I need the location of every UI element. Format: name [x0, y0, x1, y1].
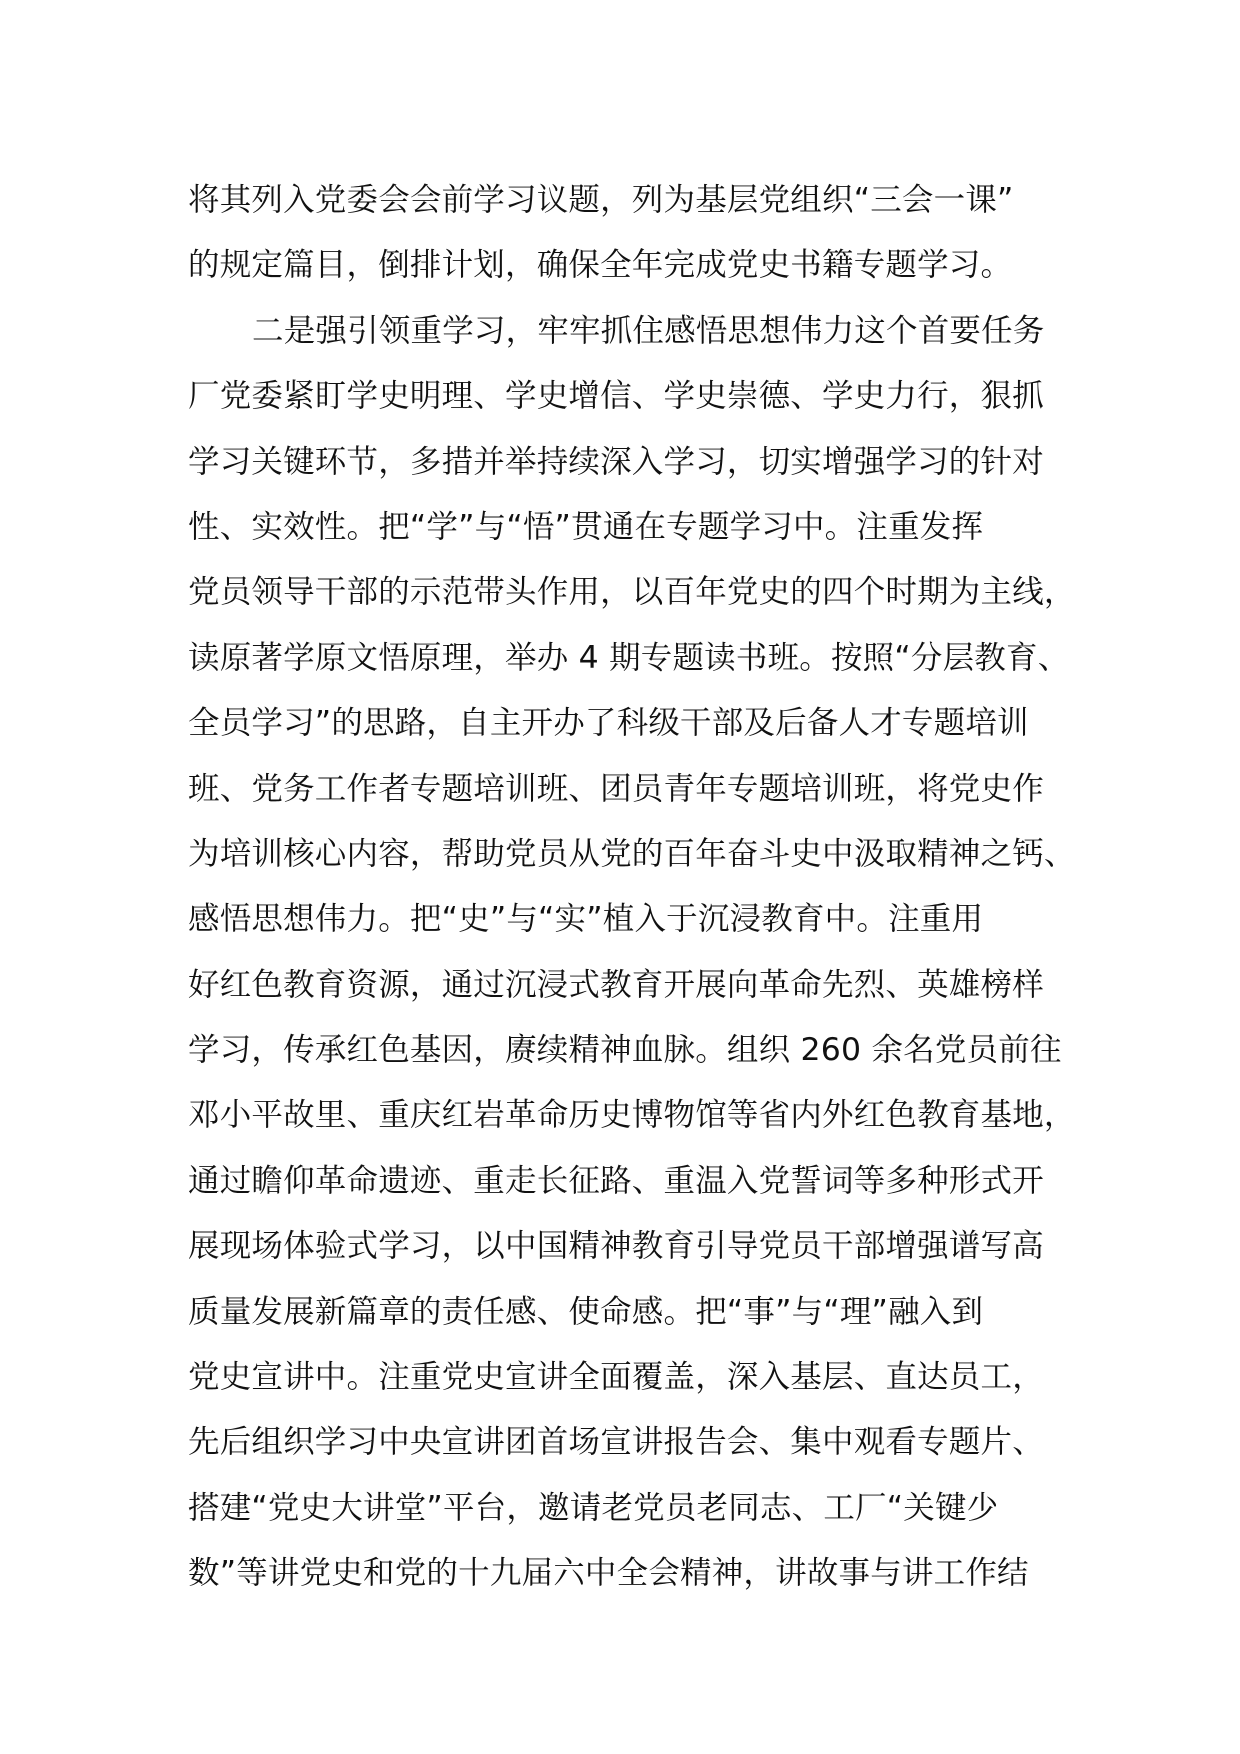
text-line: 学习关键环节，多措并举持续深入学习，切实增强学习的针对: [188, 443, 1044, 480]
text-line: 邓小平故里、重庆红岩革命历史博物馆等省内外红色教育基地，: [188, 1097, 1076, 1134]
text-line: 学习，传承红色基因，赓续精神血脉。组织 260 余名党员前往: [188, 1032, 1062, 1069]
text-line: 通过瞻仰革命遗迹、重走长征路、重温入党誓词等多种形式开: [188, 1162, 1044, 1199]
text-line: 展现场体验式学习，以中国精神教育引导党员干部增强谱写高: [188, 1228, 1044, 1265]
text-line: 质量发展新篇章的责任感、使命感。把“事”与“理”融入到: [188, 1293, 984, 1330]
text-line: 先后组织学习中央宣讲团首场宣讲报告会、集中观看专题片、: [188, 1424, 1044, 1461]
text-line: 班、党务工作者专题培训班、团员青年专题培训班，将党史作: [188, 770, 1044, 807]
text-line: 的规定篇目，倒排计划，确保全年完成党史书籍专题学习。: [188, 247, 1013, 284]
text-line-paragraph-start: 二是强引领重学习，牢牢抓住感悟思想伟力这个首要任务: [252, 312, 1045, 349]
text-line: 厂党委紧盯学史明理、学史增信、学史崇德、学史力行，狠抓: [188, 378, 1044, 415]
text-line: 读原著学原文悟原理，举办 4 期专题读书班。按照“分层教育、: [188, 639, 1070, 676]
text-line: 为培训核心内容，帮助党员从党的百年奋斗史中汲取精神之钙、: [188, 835, 1076, 872]
text-line: 性、实效性。把“学”与“悟”贯通在专题学习中。注重发挥: [188, 508, 984, 545]
text-line: 搭建“党史大讲堂”平台，邀请老党员老同志、工厂“关键少: [188, 1489, 999, 1526]
text-line: 全员学习”的思路，自主开办了科级干部及后备人才专题培训: [188, 705, 1029, 742]
text-line: 感悟思想伟力。把“史”与“实”植入于沉浸教育中。注重用: [188, 901, 984, 938]
text-line: 党史宣讲中。注重党史宣讲全面覆盖，深入基层、直达员工，: [188, 1359, 1044, 1396]
text-line: 数”等讲党史和党的十九届六中全会精神，讲故事与讲工作结: [188, 1555, 1029, 1592]
text-line: 将其列入党委会会前学习议题，列为基层党组织“三会一课”: [188, 182, 1014, 218]
body-text: [188, 168, 1088, 1607]
text-line: 党员领导干部的示范带头作用，以百年党史的四个时期为主线，: [188, 574, 1076, 611]
text-line: 好红色教育资源，通过沉浸式教育开展向革命先烈、英雄榜样: [188, 966, 1044, 1003]
